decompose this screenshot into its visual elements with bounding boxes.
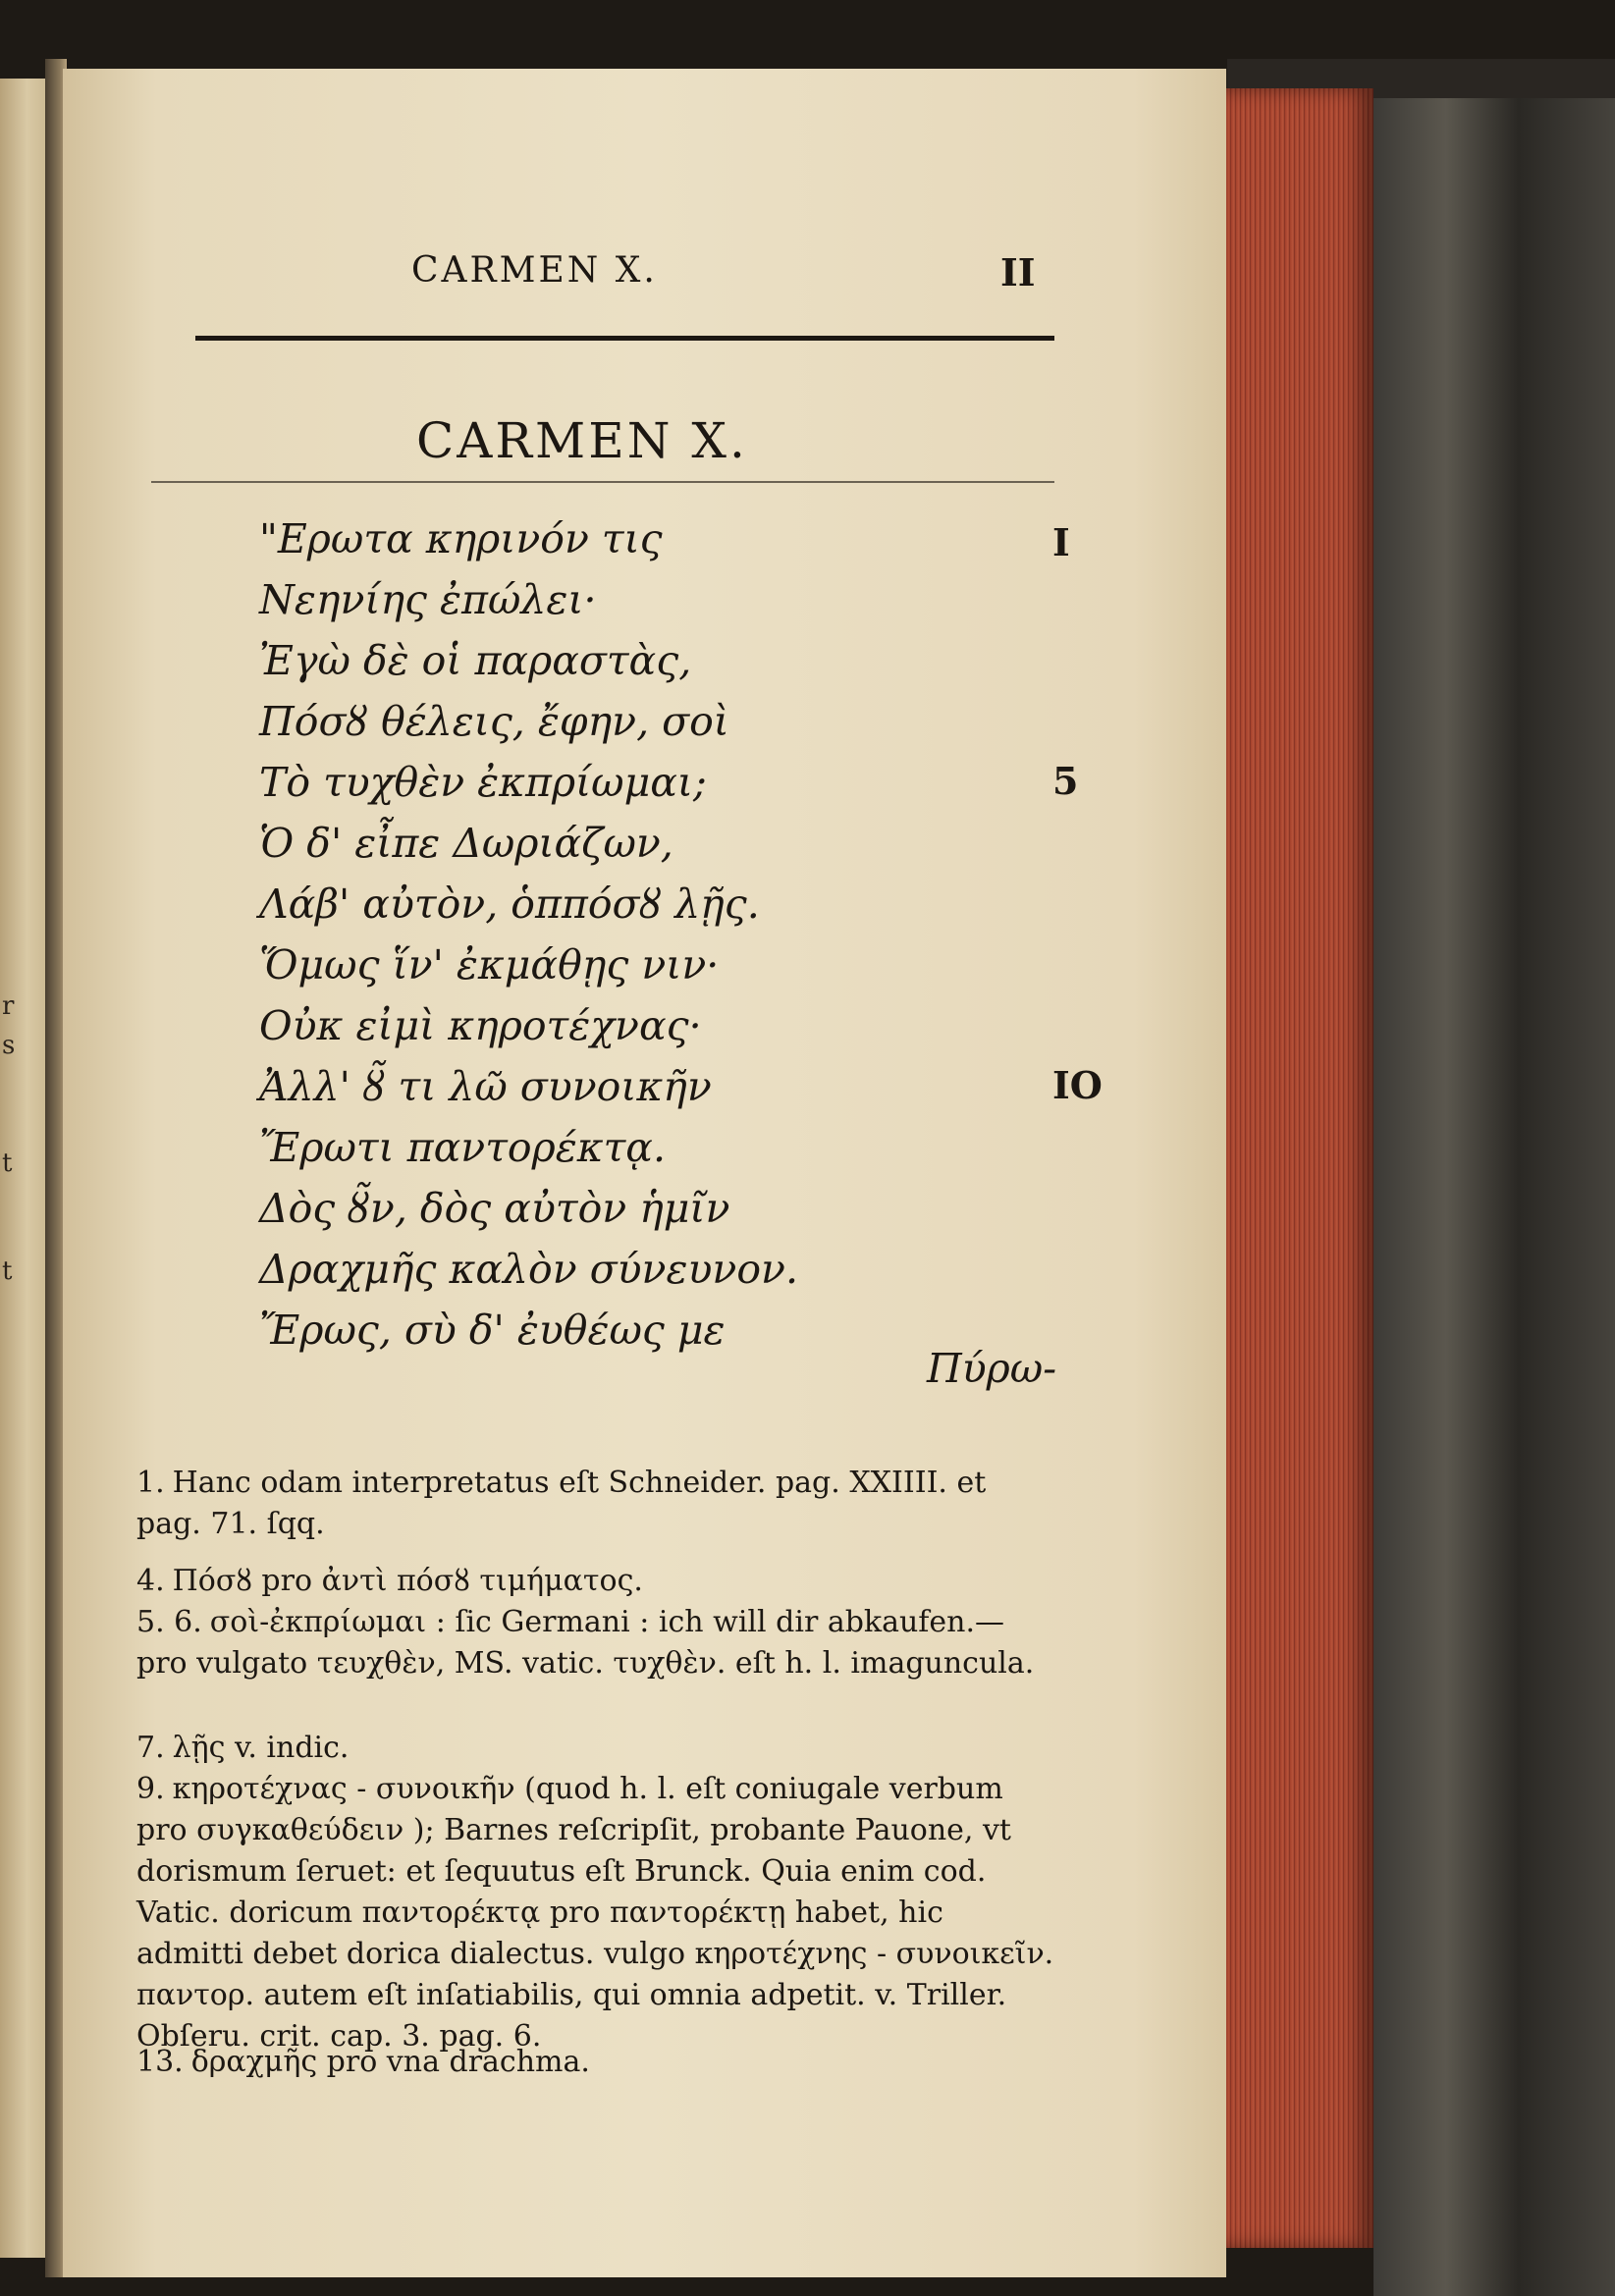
verse-line: Ὅμως ἵν' ἐκμάθῃς νιν· (259, 941, 720, 988)
margin-mark: t (2, 1148, 13, 1178)
verse-line: Ἀλλ' ȣ̃ τι λῶ συνοικῆν (259, 1063, 712, 1110)
footnote-text: Πόσȣ pro ἀντὶ πόσȣ τιμήματος. (172, 1564, 643, 1598)
verse-line: Πόσȣ θέλεις, ἔφην, σοὶ (259, 698, 729, 745)
verse-line: Λάβ' αὐτὸν, ὁππόσȣ λῇς. (259, 881, 760, 928)
book-binding (1373, 98, 1615, 2296)
facing-page-edge (0, 79, 45, 2258)
verse-number: IO (1052, 1063, 1103, 1107)
page-number: II (1000, 250, 1036, 294)
footnote-number: 7. (136, 1731, 165, 1765)
verse-number: 5 (1052, 759, 1079, 803)
title-rule (151, 481, 1054, 483)
footnote-text: δραχμῆς pro vna drachma. (190, 2045, 590, 2079)
running-head: CARMEN X. (411, 250, 658, 291)
verse-line: "Ερωτα κηρινόν τις (259, 515, 663, 562)
footnote-text: σοὶ-ἐκπρίωμαι : ſic Germani : ich will dir abkaufen.— pro vulgato τευχθὲν, MS. vatic. τυχθὲν. eſt h. l. imaguncula. (136, 1605, 1035, 1681)
footnote-number: 9. (136, 1772, 165, 1806)
footnote (136, 1561, 1054, 1602)
verse-line: Δὸς ȣ̃ν, δὸς αὐτὸν ἡμῖν (259, 1185, 730, 1232)
margin-mark: s (2, 1031, 16, 1060)
margin-mark: t (2, 1256, 13, 1286)
verse-number: I (1052, 520, 1070, 564)
header-rule (195, 336, 1054, 341)
footnote (136, 1602, 1054, 1684)
footnote (136, 2042, 1054, 2083)
footnote (136, 1769, 1054, 2057)
verse-line: Ἔρωτι παντορέκτᾳ. (259, 1124, 666, 1171)
footnote-text: λῇς v. indic. (172, 1731, 350, 1765)
verse-line: Ἔρως, σὺ δ' ἐυθέως με (259, 1307, 726, 1354)
footnote-number: 1. (136, 1466, 165, 1500)
verse-line: Ὁ δ' εἶπε Δωριάζων, (259, 820, 673, 867)
footnote-number: 4. (136, 1564, 165, 1598)
catchword: Πύρω- (927, 1345, 1057, 1392)
footnote (136, 1728, 1054, 1769)
footnote-number: 5. 6. (136, 1605, 202, 1639)
poem-title: CARMEN X. (416, 412, 748, 469)
margin-mark: r (2, 991, 15, 1021)
book-page (63, 69, 1226, 2277)
verse-line: Οὐκ εἰμὶ κηροτέχνας· (259, 1002, 702, 1049)
page-edges (1226, 88, 1373, 2248)
verse-line: Νεηνίης ἐπώλει· (259, 576, 597, 623)
verse-line: Ἐγὼ δὲ οἱ παραστὰς, (259, 637, 692, 684)
verse-line: Δραχμῆς καλὸν σύνευνον. (259, 1246, 798, 1293)
footnote-text: κηροτέχνας - συνοικῆν (quod h. l. eſt coniugale verbum pro συγκαθεύδειν ); Barnes reſcripſit, probante Pauone, vt dorismum ſeruet: et ſequutus eſt Brunck. Quia enim cod. Vatic. doricum παντορέκτᾳ pro παντορέκτῃ habet, hic admitti debet dorica dialectus. vulgo κηροτέχνης - συνοικεῖν. παντορ. autem eſt inſatiabilis, qui omnia adpetit. v. Triller. Obſeru. crit. cap. 3. pag. 6. (136, 1772, 1054, 2054)
footnote (136, 1463, 1054, 1545)
footnote-text: Hanc odam interpretatus eſt Schneider. pag. XXIIII. et pag. 71. ſqq. (136, 1466, 987, 1541)
footnote-number: 13. (136, 2045, 184, 2079)
verse-line: Τὸ τυχθὲν ἐκπρίωμαι; (259, 759, 707, 806)
